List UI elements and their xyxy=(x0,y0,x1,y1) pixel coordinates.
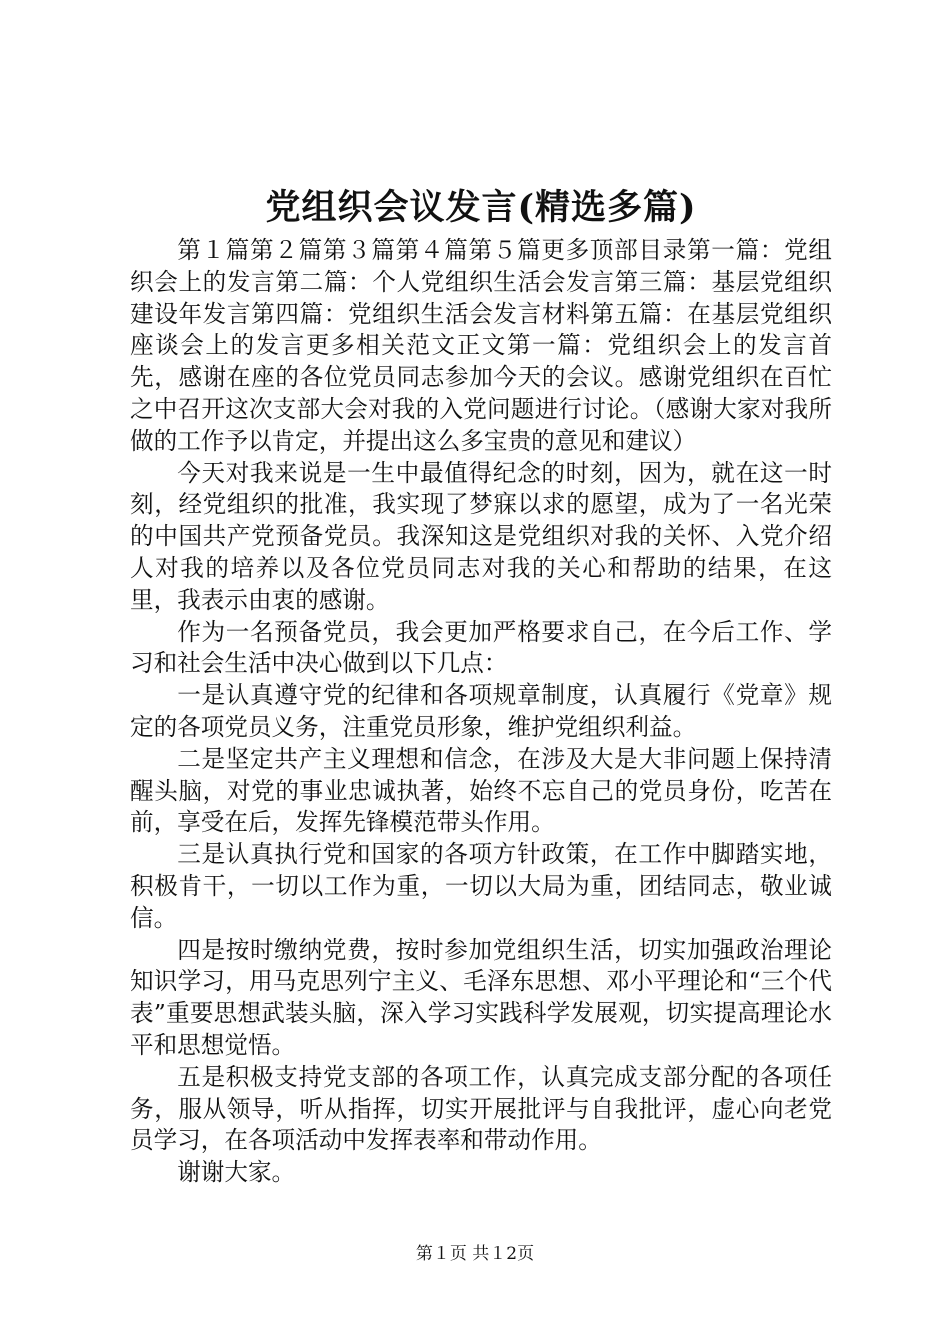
document-page xyxy=(130,0,832,1189)
paragraph-5: 二是坚定共产主义理想和信念，在涉及大是大非问题上保持清醒头脑，对党的事业忠诚执著，始终不忘自己的党员身份，吃苦在前，享受在后，发挥先锋模范带头作用。 xyxy=(130,744,832,837)
paragraph-2: 今天对我来说是一生中最值得纪念的时刻，因为，就在这一时刻，经党组织的批准，我实现了梦寐以求的愿望，成为了一名光荣的中国共产党预备党员。我深知这是党组织对我的关怀、入党介绍人对我的培养以及各位党员同志对我的关心和帮助的结果，在这里，我表示由衷的感谢。 xyxy=(130,458,832,614)
page-number-footer: 第１页 共１2页 xyxy=(415,1244,535,1264)
paragraph-1: 第１篇第２篇第３篇第４篇第５篇更多顶部目录第一篇：党组织会上的发言第二篇：个人党组织生活会发言第三篇：基层党组织建设年发言第四篇：党组织生活会发言材料第五篇：在基层党组织座谈会上的发言更多相关范文正文第一篇：党组织会上的发言首先，感谢在座的各位党员同志参加今天的会议。感谢党组织在百忙之中召开这次支部大会对我的入党问题进行讨论。（感谢大家对我所做的工作予以肯定，并提出这么多宝贵的意见和建议） xyxy=(130,236,832,455)
paragraph-6: 三是认真执行党和国家的各项方针政策，在工作中脚踏实地，积极肯干，一切以工作为重，一切以大局为重，团结同志，敬业诚信。 xyxy=(130,840,832,932)
paragraph-8: 五是积极支持党支部的各项工作，认真完成支部分配的各项任务，服从领导，听从指挥，切实开展批评与自我批评，虚心向老党员学习，在各项活动中发挥表率和带动作用。 xyxy=(130,1062,832,1155)
paragraph-7: 四是按时缴纳党费，按时参加党组织生活，切实加强政治理论知识学习，用马克思列宁主义、毛泽东思想、邓小平理论和“三个代表”重要思想武装头脑，深入学习实践科学发展观，切实提高理论水平和思想觉悟。 xyxy=(130,935,832,1059)
paragraph-4: 一是认真遵守党的纪律和各项规章制度，认真履行《党章》规定的各项党员义务，注重党员形象，维护党组织利益。 xyxy=(130,681,832,741)
paragraph-3: 作为一名预备党员，我会更加严格要求自己，在今后工作、学习和社会生活中决心做到以下几点： xyxy=(130,617,832,678)
document-title: 党组织会议发言(精选多篇) xyxy=(265,187,697,228)
document-body xyxy=(130,235,832,1189)
paragraph-9: 谢谢大家。 xyxy=(177,1158,296,1187)
